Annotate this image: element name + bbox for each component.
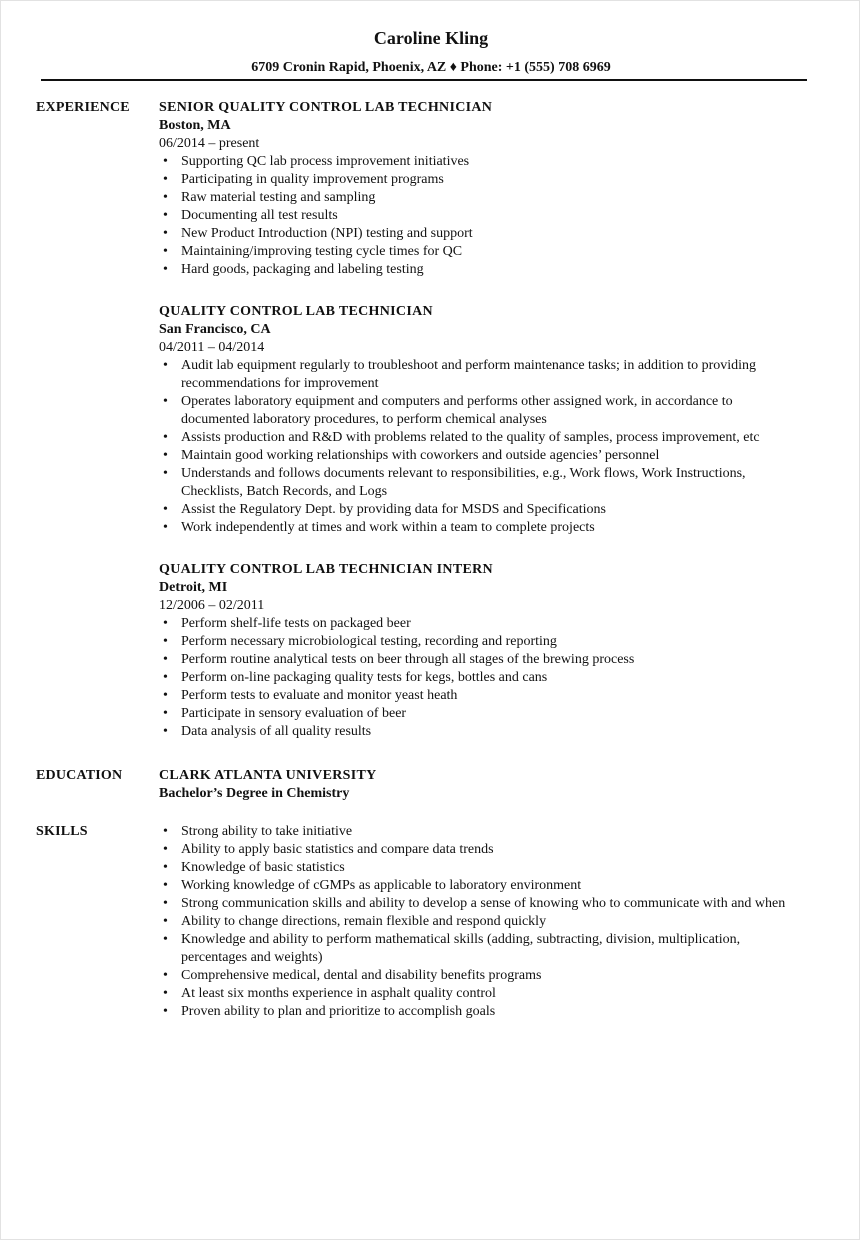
section-label-experience: EXPERIENCE (36, 100, 130, 115)
bullet-item: • Maintain good working relationships with coworkers and outside agencies’ personnel (159, 447, 799, 465)
job-title: QUALITY CONTROL LAB TECHNICIAN INTERN (159, 562, 493, 577)
skill-item: • Working knowledge of cGMPs as applicable to laboratory environment (159, 877, 799, 895)
school-name: CLARK ATLANTA UNIVERSITY (159, 768, 377, 783)
job-title: SENIOR QUALITY CONTROL LAB TECHNICIAN (159, 100, 493, 115)
skill-item: • Ability to change directions, remain flexible and respond quickly (159, 913, 799, 931)
header-divider (41, 79, 807, 81)
bullet-item: • Operates laboratory equipment and computers and performs other assigned work, in accordance to documented laboratory procedures, to perform chemical analyses (159, 393, 799, 429)
skills-list (159, 823, 799, 1021)
job-bullets (159, 153, 799, 279)
bullet-item: • Documenting all test results (159, 207, 799, 225)
skill-item: • Strong communication skills and ability to develop a sense of knowing who to communicate with and when (159, 895, 799, 913)
degree-name: Bachelor’s Degree in Chemistry (159, 786, 350, 801)
skill-item: • Knowledge and ability to perform mathematical skills (adding, subtracting, division, multiplication, percentages and weights) (159, 931, 799, 967)
skill-item: • At least six months experience in asphalt quality control (159, 985, 799, 1003)
section-label-skills: SKILLS (36, 824, 88, 839)
job-entry (159, 303, 799, 537)
job-title: QUALITY CONTROL LAB TECHNICIAN (159, 304, 433, 319)
skills-body (159, 823, 799, 1021)
bullet-item: • Perform routine analytical tests on beer through all stages of the brewing process (159, 651, 799, 669)
section-label-education: EDUCATION (36, 768, 123, 783)
job-bullets (159, 357, 799, 537)
job-dates: 06/2014 – present (159, 136, 260, 151)
job-entry (159, 99, 799, 279)
contact-info: 6709 Cronin Rapid, Phoenix, AZ ♦ Phone: +1 (555) 708 6969 (251, 60, 611, 75)
job-entry (159, 561, 799, 741)
bullet-item: • Perform tests to evaluate and monitor yeast heath (159, 687, 799, 705)
job-dates: 12/2006 – 02/2011 (159, 598, 265, 613)
skill-item: • Ability to apply basic statistics and compare data trends (159, 841, 799, 859)
job-dates: 04/2011 – 04/2014 (159, 340, 265, 355)
job-location: Boston, MA (159, 118, 231, 133)
bullet-item: • Participating in quality improvement programs (159, 171, 799, 189)
bullet-item: • Supporting QC lab process improvement initiatives (159, 153, 799, 171)
job-location: Detroit, MI (159, 580, 228, 595)
bullet-item: • Assists production and R&D with problems related to the quality of samples, process improvement, etc (159, 429, 799, 447)
candidate-name: Caroline Kling (373, 28, 489, 48)
resume-content (36, 99, 806, 1021)
bullet-item: • Data analysis of all quality results (159, 723, 799, 741)
bullet-item: • Participate in sensory evaluation of beer (159, 705, 799, 723)
education-body (159, 767, 799, 803)
skill-item: • Knowledge of basic statistics (159, 859, 799, 877)
job-location: San Francisco, CA (159, 322, 271, 337)
bullet-item: • Raw material testing and sampling (159, 189, 799, 207)
bullet-item: • Hard goods, packaging and labeling testing (159, 261, 799, 279)
bullet-item: • Maintaining/improving testing cycle times for QC (159, 243, 799, 261)
bullet-item: • Audit lab equipment regularly to troubleshoot and perform maintenance tasks; in addition to providing recommendations for improvement (159, 357, 799, 393)
experience-body (159, 99, 799, 765)
bullet-item: • Perform on-line packaging quality tests for kegs, bottles and cans (159, 669, 799, 687)
skill-item: • Proven ability to plan and prioritize to accomplish goals (159, 1003, 799, 1021)
job-bullets (159, 615, 799, 741)
education-section (36, 767, 806, 803)
bullet-item: • Assist the Regulatory Dept. by providing data for MSDS and Specifications (159, 501, 799, 519)
experience-section (36, 99, 806, 765)
bullet-item: • New Product Introduction (NPI) testing and support (159, 225, 799, 243)
skill-item: • Comprehensive medical, dental and disability benefits programs (159, 967, 799, 985)
bullet-item: • Understands and follows documents relevant to responsibilities, e.g., Work flows, Work Instructions, Checklists, Batch Records, and Logs (159, 465, 799, 501)
skills-section (36, 823, 806, 1021)
bullet-item: • Perform shelf-life tests on packaged beer (159, 615, 799, 633)
bullet-item: • Perform necessary microbiological testing, recording and reporting (159, 633, 799, 651)
bullet-item: • Work independently at times and work within a team to complete projects (159, 519, 799, 537)
skill-item: • Strong ability to take initiative (159, 823, 799, 841)
